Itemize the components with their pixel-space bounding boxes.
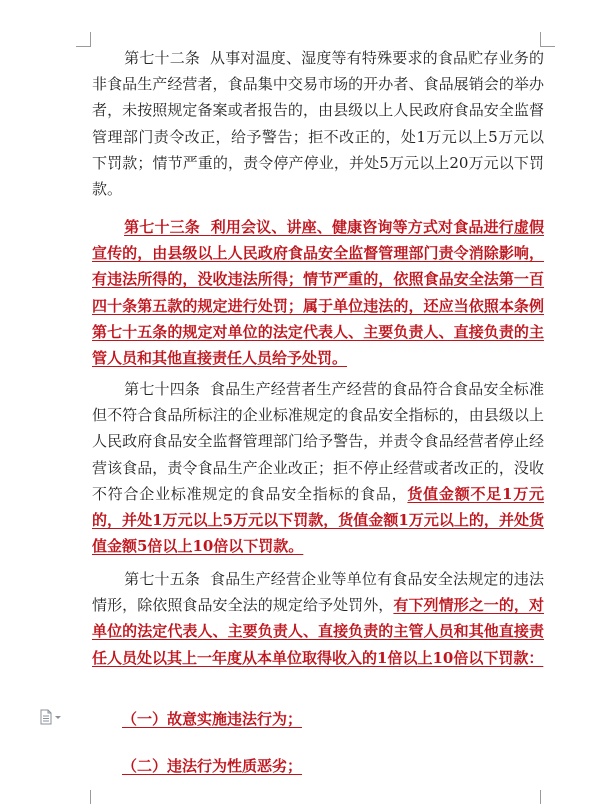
article-74-penalty-text: 货值金额不足1万元的，并处1万元以上5万元以下罚款，货值金额1万元以上的，并处货值金额5倍以上10倍以下罚款。 [92,484,544,556]
article-72-text: 从事对温度、湿度等有特殊要求的食品贮存业务的非食品生产经营者，食品集中交易市场的开办者、食品展销会的举办者，未按照规定备案或者报告的，由县级以上人民政府食品安全监督管理部门责令改正，给予警告；拒不改正的，处1万元以上5万元以下罚款；情节严重的，责令停产停业，并处5万元以上20万元以下罚款。 [92,49,544,199]
article-73 [92,214,544,371]
crop-mark-bottom-right [540,790,555,804]
document-icon[interactable] [40,709,62,725]
crop-mark-top-left [76,32,91,47]
article-72 [92,45,544,202]
article-73-number: 第七十三条 [124,218,200,236]
crop-mark-bottom-left [76,790,91,804]
list-item: （二）违法行为性质恶劣； [122,757,303,775]
article-75-number: 第七十五条 [124,570,201,588]
list-item: （一）故意实施违法行为； [122,710,303,728]
article-75-penalty-text: 有下列情形之一的，对单位的法定代表人、主要负责人、直接负责的主管人员和其他直接责任人员处以其上一年度从本单位取得收入的1倍以上10倍以下罚款： [92,596,544,667]
article-75-text: 食品生产经营企业等单位有食品安全法规定的违法情形，除依照食品安全法的规定给予处罚外， [92,570,544,615]
article-74-number: 第七十四条 [124,380,201,398]
article-74-text: 食品生产经营者生产经营的食品符合食品安全标准但不符合食品所标注的企业标准规定的食品安全指标的，由县级以上人民政府食品安全监督管理部门给予警告，并责令食品经营者停止经营该食品，责令食品生产企业改正；拒不停止经营或者改正的，没收不符合企业标准规定的食品安全指标的食品， [92,380,544,503]
article-72-number: 第七十二条 [124,49,201,67]
article-75 [92,566,544,671]
article-73-text: 利用会议、讲座、健康咨询等方式对食品进行虚假宣传的，由县级以上人民政府食品安全监督管理部门责令消除影响，有违法所得的，没收违法所得；情节严重的，依照食品安全法第一百四十条第五款的规定进行处罚；属于单位违法的，还应当依照本条例第七十五条的规定对单位的法定代表人、主要负责人、直接负责的主管人员和其他直接责任人员给予处罚。 [92,218,544,368]
article-74 [92,376,544,559]
